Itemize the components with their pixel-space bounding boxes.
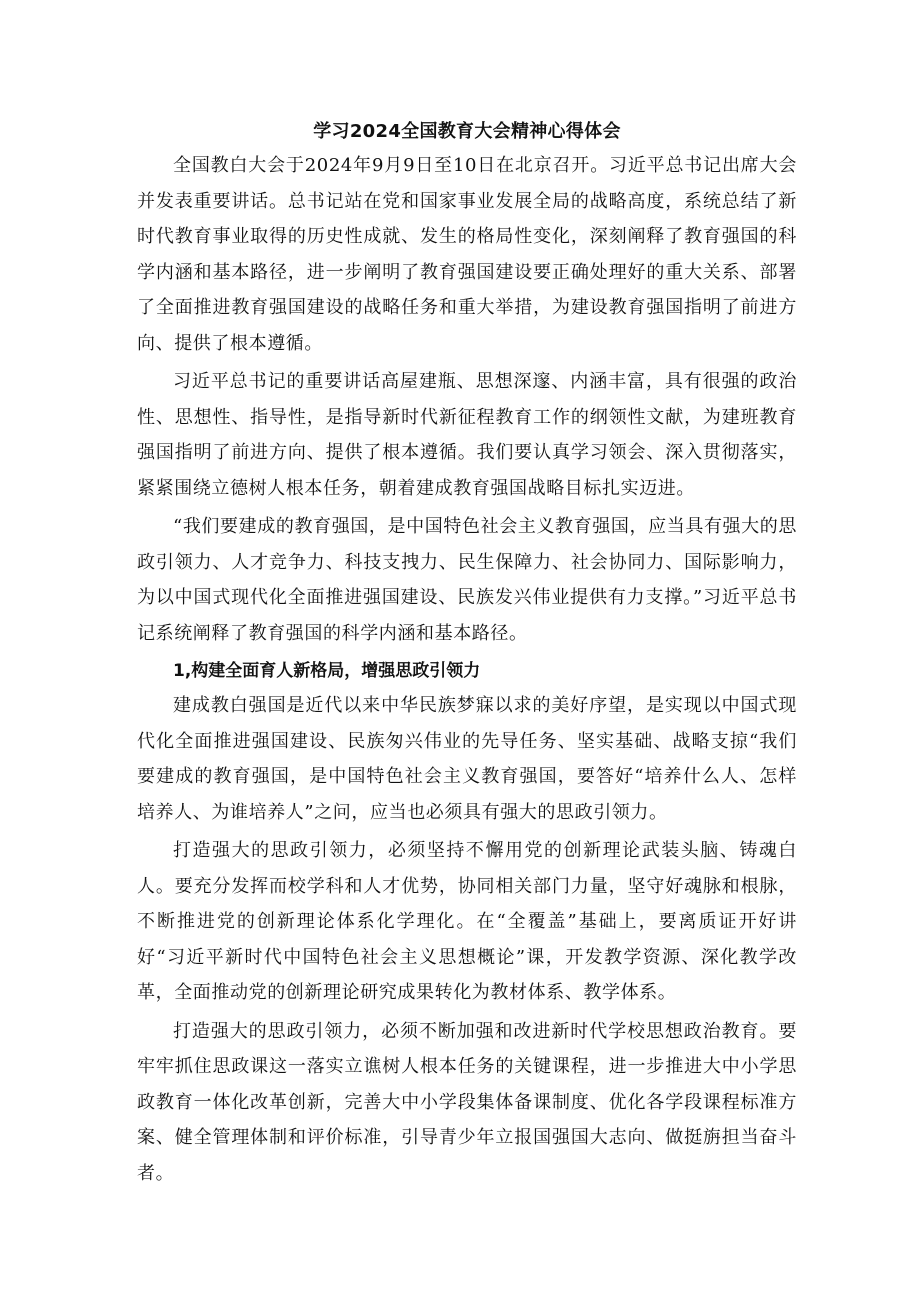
section-1-paragraph-2: 打造强大的思政引领力，必须坚持不懈用党的创新理论武装头脑、铸魂白人。要充分发挥而校学科和人才优势，协同相关部门力量，坚守好魂脉和根脉，不断推进党的创新理论体系化学理化。在“全覆盖”基础上，要离质证开好讲好“习近平新时代中国特色社会主义思想概论”课，开发教学资源、深化教学改革，全面推动党的创新理论研究成果转化为教材体系、教学体系。 bbox=[137, 840, 797, 1003]
document-title: 学习2024全国教育大会精神心得体会 bbox=[313, 121, 621, 142]
section-1-heading: 1,构建全面育人新格局，增强思政引领力 bbox=[173, 661, 481, 681]
intro-paragraph-1: 全国教白大会于2024年9月9日至10日在北京召开。习近平总书记出席大会并发表重要讲话。总书记站在党和国家事业发展全局的战略高度，系统总结了新时代教育事业取得的历史性成就、发生的格局性变化，深刻阐释了教育强国的科学内涵和基本路径，进一步阐明了教育强国建设要正确处理好的重大关系、部署了全面推进教育强国建设的战略任务和重大举措，为建设教育强国指明了前进方向、提供了根本遵循。 bbox=[137, 155, 797, 354]
intro-paragraph-2: 习近平总书记的重要讲话高屋建瓶、思想深邃、内涵丰富，具有很强的政治性、思想性、指导性，是指导新时代新征程教育工作的纲领性文献，为建班教育强国指明了前进方向、提供了根本遵循。我们要认真学习领会、深入贯彻落实，紧紧围绕立德树人根本任务，朝着建成教育强国战略目标扎实迈进。 bbox=[137, 371, 797, 499]
intro-paragraph-3: “我们要建成的教育强国，是中国特色社会主义教育强国，应当具有强大的思政引领力、人才竞争力、科技支拽力、民生保障力、社会协同力、国际影响力，为以中国式现代化全面推进强国建设、民族发兴伟业提供有力支撑。”习近平总书记系统阐释了教育强国的科学内涵和基本路径。 bbox=[137, 516, 797, 644]
section-1-paragraph-1: 建成教白强国是近代以来中华民族梦寐以求的美好序望，是实现以中国式现代化全面推进强国建设、民族匆兴伟业的先导任务、坚实基础、战略支掠“我们要建成的教育强国，是中国特色社会主义教育强国，要答好“培养什么人、怎样培养人、为谁培养人”之问，应当也必须具有强大的思政引领力。 bbox=[137, 695, 797, 823]
document-page bbox=[137, 118, 797, 1191]
section-1-paragraph-3: 打造强大的思政引领力，必须不断加强和改进新时代学校思想政治教育。要牢牢抓住思政课这一落实立谯树人根本任务的关键课程，进一步推进大中小学思政教育一体化改革创新，完善大中小学段集体备课制度、优化各学段课程标准方案、健全管理体制和评价标准，引导青少年立报国强国大志向、做挺旃担当奋斗者。 bbox=[137, 1020, 797, 1184]
